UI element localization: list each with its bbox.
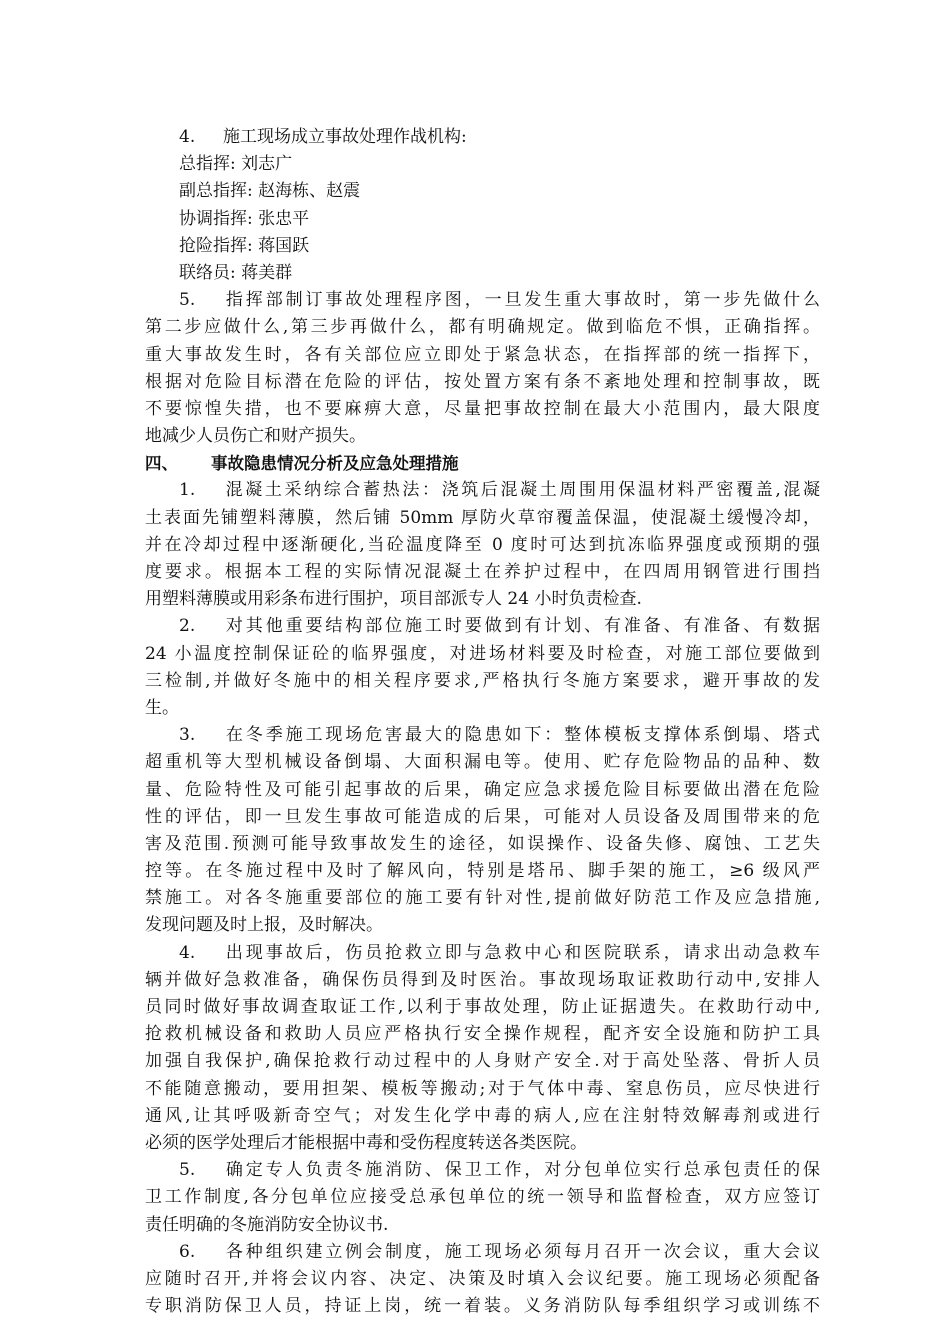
item-number: 5. xyxy=(179,290,196,311)
item-number: 1. xyxy=(179,480,196,501)
paragraph-line: 土表面先铺塑料薄膜，然后铺 50mm 厚防火草帘覆盖保温，使混凝土缓慢冷却， xyxy=(145,507,820,528)
paragraph-line: 必须的医学处理后才能根据中毒和受伤程度转送各类医院。 xyxy=(145,1132,587,1153)
paragraph-line: 专职消防保卫人员，持证上岗，统一着装。义务消防队每季组织学习或训练不 xyxy=(145,1296,820,1317)
paragraph-line: 第二步应做什么,第三步再做什么，都有明确规定。做到临危不惧，正确指挥。 xyxy=(145,317,820,338)
paragraph-line: 地减少人员伤亡和财产损失。 xyxy=(145,426,366,447)
role-label: 抢险指挥: xyxy=(179,235,253,256)
paragraph-line: 加强自我保护,确保抢救行动过程中的人身财产安全.对于高处坠落、骨折人员 xyxy=(145,1051,820,1072)
role-label: 协调指挥: xyxy=(179,208,253,229)
role-name: 赵海栋、赵震 xyxy=(258,181,361,202)
paragraph-line: 控等。在冬施过程中及时了解风向，特别是塔吊、脚手架的施工，≥6 级风严 xyxy=(145,861,820,882)
paragraph-line: 3. 在冬季施工现场危害最大的隐患如下：整体模板支撑体系倒塌、塔式 xyxy=(145,722,820,749)
paragraph-line: 应随时召开,并将会议内容、决定、决策及时填入会议纪要。施工现场必须配备 xyxy=(145,1268,820,1289)
role-coordinator xyxy=(145,206,820,233)
paragraph-line: 超重机等大型机械设备倒塌、大面积漏电等。使用、贮存危险物品的品种、数 xyxy=(145,752,820,773)
paragraph-line: 24 小温度控制保证砼的临界强度，对进场材料要及时检查，对施工部位要做到 xyxy=(145,643,820,664)
role-name: 张忠平 xyxy=(258,208,310,229)
paragraph-line: 5. 指挥部制订事故处理程序图，一旦发生重大事故时，第一步先做什么 xyxy=(145,287,820,314)
role-liaison xyxy=(145,260,820,287)
paragraph-line: 卫工作制度,各分包单位应接受总承包单位的统一领导和监督检查，双方应签订 xyxy=(145,1187,820,1208)
item-number: 6. xyxy=(179,1241,196,1262)
item-text: 施工现场成立事故处理作战机构: xyxy=(223,127,467,147)
document-page xyxy=(145,124,820,1320)
role-commander xyxy=(145,151,820,178)
paragraph-line: 量、危险特性及可能引起事故的后果，确定应急求援危险目标要做出潜在危险 xyxy=(145,779,820,800)
paragraph-line: 责任明确的冬施消防安全协议书. xyxy=(145,1214,389,1235)
paragraph-line: 性的评估，即一旦发生事故可能造成的后果，可能对人员设备及周围带来的危 xyxy=(145,806,820,827)
section-number: 四、 xyxy=(145,454,178,474)
paragraph-line: 不要惊惶失措，也不要麻痹大意，尽量把事故控制在最大小范围内，最大限度 xyxy=(145,398,820,419)
paragraph-line: 不能随意搬动，要用担架、模板等搬动;对于气体中毒、窒息伤员，应尽快进行 xyxy=(145,1078,820,1099)
paragraph-line: 禁施工。对各冬施重要部位的施工要有针对性,提前做好防范工作及应急措施, xyxy=(145,888,820,909)
paragraph-line: 2. 对其他重要结构部位施工时要做到有计划、有准备、有准备、有数据 xyxy=(145,613,820,640)
section-heading xyxy=(145,450,820,477)
paragraph-line: 通风,让其呼吸新奇空气；对发生化学中毒的病人,应在注射特效解毒剂或进行 xyxy=(145,1105,820,1126)
paragraph-line: 根据对危险目标潜在危险的评估，按处置方案有条不紊地处理和控制事故，既 xyxy=(145,371,820,392)
paragraph-line: 5. 确定专人负责冬施消防、保卫工作，对分包单位实行总承包责任的保 xyxy=(145,1157,820,1184)
numbered-paragraph xyxy=(145,613,820,722)
paragraph-line: 1. 混凝土采纳综合蓄热法：浇筑后混凝土周围用保温材料严密覆盖,混凝 xyxy=(145,477,820,504)
role-label: 联络员: xyxy=(179,262,236,283)
paragraph-line: 用塑料薄膜或用彩条布进行围护，项目部派专人 24 小时负责检查. xyxy=(145,589,642,610)
role-name: 刘志广 xyxy=(241,154,293,175)
item-number: 4. xyxy=(179,127,196,147)
paragraph-line: 6. 各种组织建立例会制度，施工现场必须每月召开一次会议，重大会议 xyxy=(145,1239,820,1266)
item-number: 2. xyxy=(179,616,196,637)
role-name: 蒋国跃 xyxy=(258,235,310,256)
section-title: 事故隐患情况分析及应急处理措施 xyxy=(211,454,459,474)
numbered-paragraph xyxy=(145,1239,820,1321)
paragraph-line: 害及范围.预测可能导致事故发生的途径，如误操作、设备失修、腐蚀、工艺失 xyxy=(145,833,820,854)
role-name: 蒋美群 xyxy=(241,262,293,283)
paragraph-line: 员同时做好事故调查取证工作,以利于事故处理，防止证据遗失。在救助行动中, xyxy=(145,997,820,1017)
role-label: 总指挥: xyxy=(179,154,236,175)
paragraph-line: 三检制,并做好冬施中的相关程序要求,严格执行冬施方案要求，避开事故的发 xyxy=(145,670,820,691)
role-label: 副总指挥: xyxy=(179,181,253,202)
numbered-paragraph xyxy=(145,477,820,613)
paragraph-line: 抢救机械设备和救助人员应严格执行安全操作规程，配齐安全设施和防护工具 xyxy=(145,1024,820,1045)
item-number: 3. xyxy=(179,725,196,746)
role-deputy-commander xyxy=(145,178,820,205)
item-5-paragraph xyxy=(145,287,820,450)
item-number: 5. xyxy=(179,1160,196,1181)
item-number: 4. xyxy=(179,942,196,963)
paragraph-line: 度要求。根据本工程的实际情况混凝土在养护过程中，在四周用钢管进行围挡 xyxy=(145,562,820,582)
paragraph-line: 4. 出现事故后，伤员抢救立即与急救中心和医院联系，请求出动急救车 xyxy=(145,940,820,967)
section-paragraphs xyxy=(145,477,820,1320)
numbered-paragraph xyxy=(145,722,820,940)
item-4-line xyxy=(145,124,820,151)
paragraph-line: 辆并做好急救准备，确保伤员得到及时医治。事故现场取证救助行动中,安排人 xyxy=(145,969,820,990)
paragraph-line: 并在冷却过程中逐渐硬化,当砼温度降至 0 度时可达到抗冻临界强度或预期的强 xyxy=(145,534,820,555)
paragraph-line: 生。 xyxy=(145,697,179,718)
paragraph-line: 发现问题及时上报，及时解决。 xyxy=(145,915,383,936)
paragraph-line: 重大事故发生时，各有关部位应立即处于紧急状态，在指挥部的统一指挥下， xyxy=(145,344,820,365)
numbered-paragraph xyxy=(145,940,820,1158)
role-rescue-commander xyxy=(145,233,820,260)
numbered-paragraph xyxy=(145,1157,820,1239)
